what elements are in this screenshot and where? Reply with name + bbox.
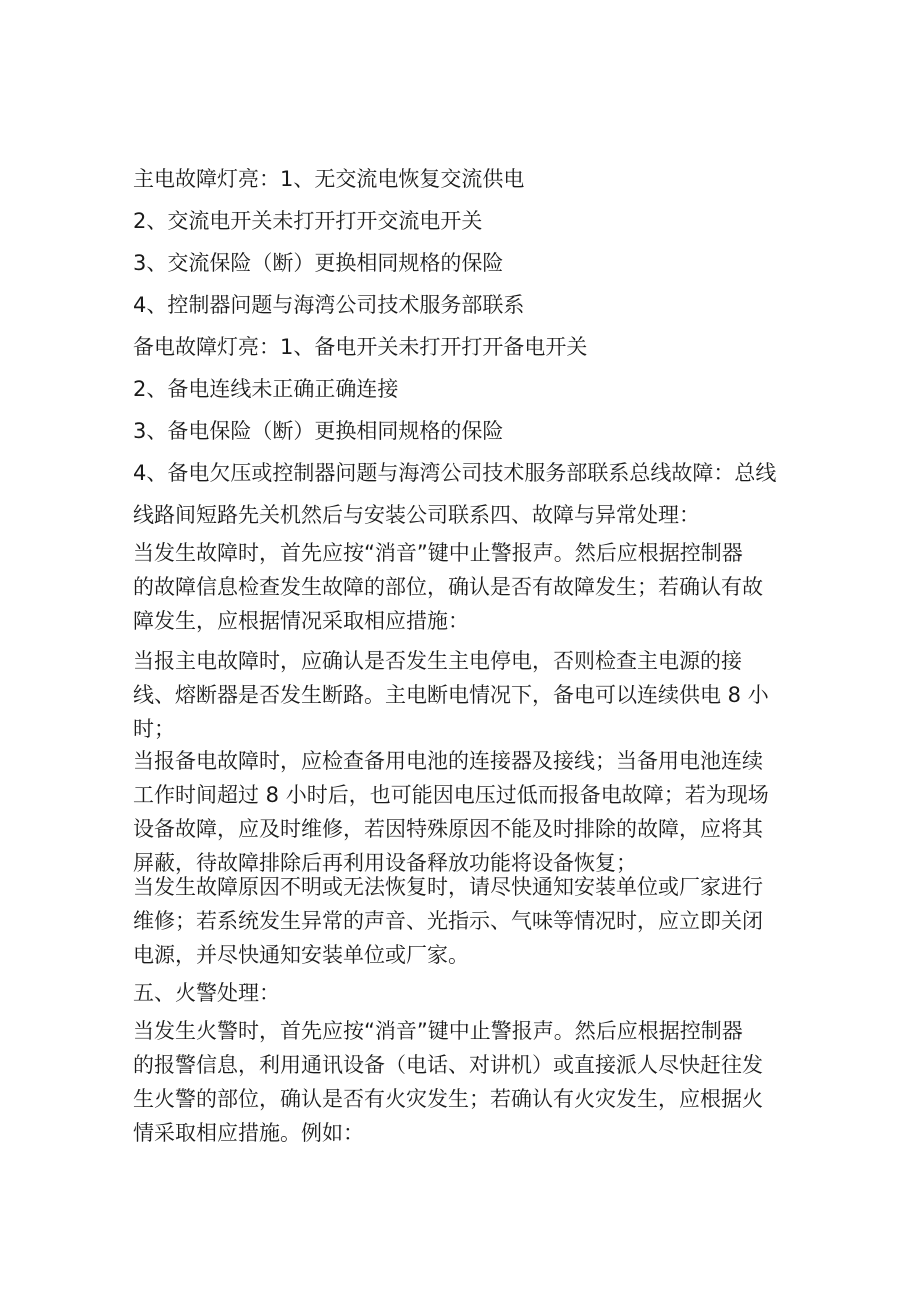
text-line: 当发生故障原因不明或无法恢复时，请尽快通知安装单位或厂家进行 bbox=[133, 875, 763, 899]
text-line: 工作时间超过 8 小时后，也可能因电压过低而报备电故障；若为现场 bbox=[133, 783, 769, 807]
text-line: 线路间短路先关机然后与安装公司联系四、故障与异常处理： bbox=[133, 503, 700, 527]
paragraph bbox=[133, 644, 803, 746]
text-line: 的故障信息检查发生故障的部位，确认是否有故障发生；若确认有故 bbox=[133, 575, 763, 599]
text-line: 五、火警处理： bbox=[133, 981, 280, 1005]
paragraph bbox=[133, 372, 803, 406]
text-line: 备电故障灯亮：1、备电开关未打开打开备电开关 bbox=[133, 335, 588, 359]
text-line: 设备故障，应及时维修，若因特殊原因不能及时排除的故障，应将其 bbox=[133, 817, 763, 841]
text-line: 电源，并尽快通知安装单位或厂家。 bbox=[133, 943, 469, 967]
paragraph bbox=[133, 330, 803, 364]
paragraph bbox=[133, 414, 803, 448]
text-line: 线、熔断器是否发生断路。主电断电情况下，备电可以连续供电 8 小 bbox=[133, 683, 769, 707]
text-line: 的报警信息，利用通讯设备（电话、对讲机）或直接派人尽快赶往发 bbox=[133, 1053, 763, 1077]
text-line: 当报备电故障时，应检查备用电池的连接器及接线；当备用电池连续 bbox=[133, 749, 763, 773]
text-line: 2、备电连线未正确正确连接 bbox=[133, 377, 399, 401]
paragraph bbox=[133, 162, 803, 196]
paragraph bbox=[133, 498, 803, 532]
text-line: 3、交流保险（断）更换相同规格的保险 bbox=[133, 251, 504, 275]
text-line: 4、备电欠压或控制器问题与海湾公司技术服务部联系总线故障：总线 bbox=[133, 461, 777, 485]
paragraph bbox=[133, 536, 803, 638]
paragraph bbox=[133, 246, 803, 280]
text-line: 当报主电故障时，应确认是否发生主电停电，否则检查主电源的接 bbox=[133, 649, 742, 673]
text-line: 维修；若系统发生异常的声音、光指示、气味等情况时，应立即关闭 bbox=[133, 909, 763, 933]
paragraph bbox=[133, 456, 803, 490]
paragraph bbox=[133, 1014, 803, 1150]
paragraph bbox=[133, 870, 803, 972]
paragraph bbox=[133, 744, 803, 880]
text-line: 主电故障灯亮：1、无交流电恢复交流供电 bbox=[133, 167, 525, 191]
text-line: 当发生故障时，首先应按“消音”键中止警报声。然后应根据控制器 bbox=[133, 541, 743, 565]
text-line: 3、备电保险（断）更换相同规格的保险 bbox=[133, 419, 504, 443]
text-line: 时； bbox=[133, 717, 175, 741]
text-line: 障发生，应根据情况采取相应措施： bbox=[133, 609, 469, 633]
paragraph bbox=[133, 288, 803, 322]
text-line: 情采取相应措施。例如： bbox=[133, 1121, 364, 1145]
text-line: 屏蔽，待故障排除后再利用设备释放功能将设备恢复； bbox=[133, 851, 637, 875]
text-line: 当发生火警时，首先应按“消音”键中止警报声。然后应根据控制器 bbox=[133, 1019, 743, 1043]
text-line: 2、交流电开关未打开打开交流电开关 bbox=[133, 209, 483, 233]
text-line: 生火警的部位，确认是否有火灾发生；若确认有火灾发生，应根据火 bbox=[133, 1087, 763, 1111]
text-line: 4、控制器问题与海湾公司技术服务部联系 bbox=[133, 293, 525, 317]
paragraph bbox=[133, 976, 803, 1010]
paragraph bbox=[133, 204, 803, 238]
